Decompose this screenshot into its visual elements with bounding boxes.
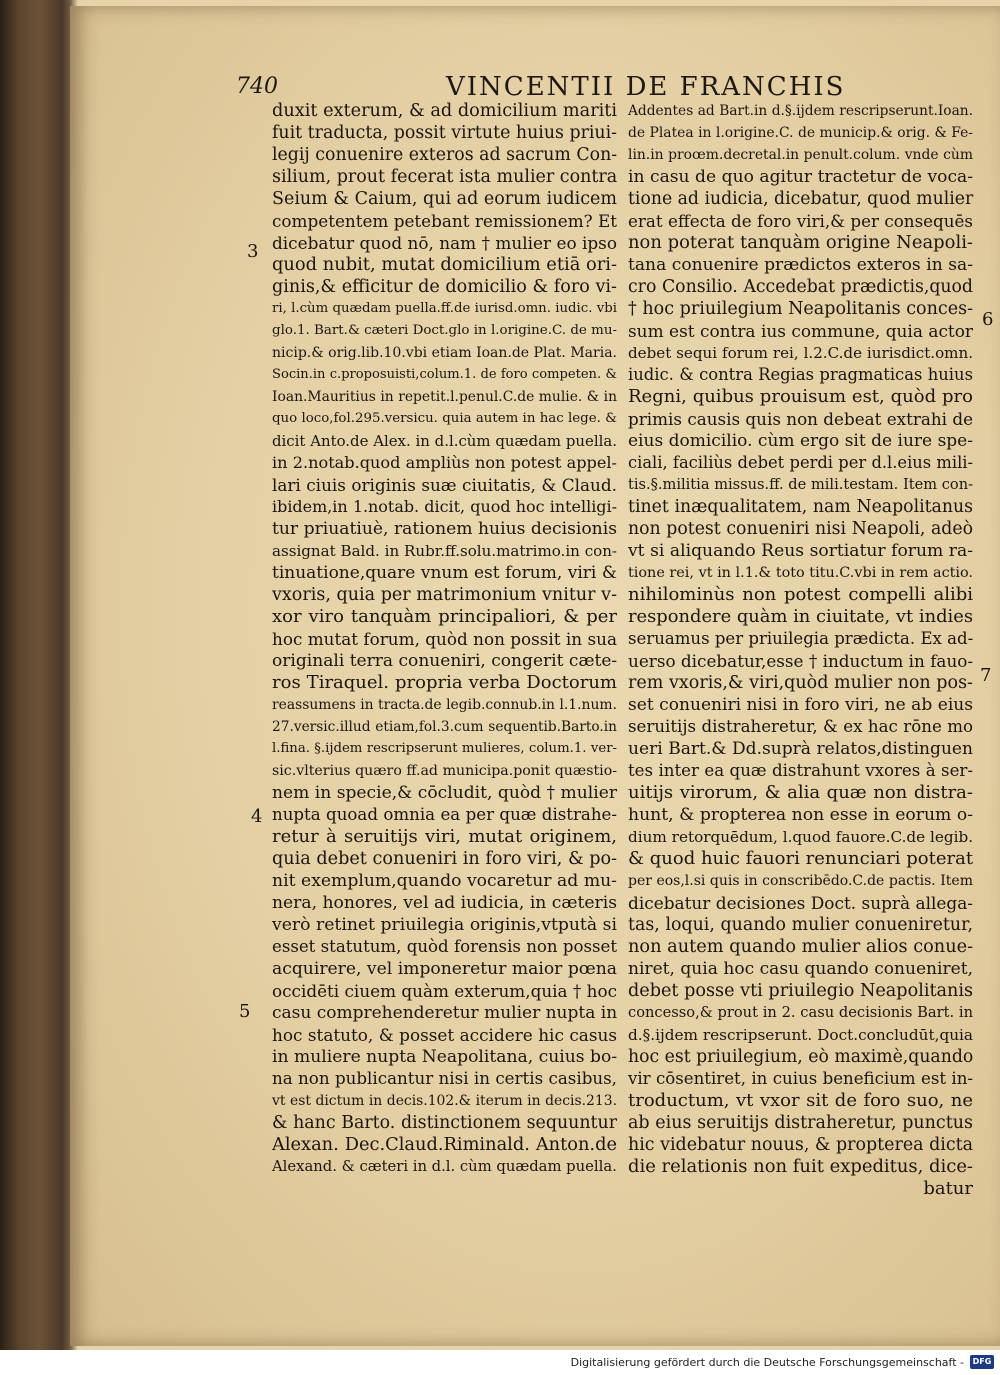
text-line: quod nubit, mutat domicilium etiā ori- <box>272 254 617 275</box>
text-line: hoc statuto, & posset accidere hic casus <box>272 1025 617 1045</box>
text-line: hoc est priuilegium, eò maximè,quando <box>628 1047 974 1067</box>
text-line: dium retorquēdum, l.quod fauore.C.de legib. <box>628 828 974 846</box>
text-line: uitijs virorum, & alia quæ non distra- <box>628 782 973 803</box>
text-line: acquirere, vel imponeretur maior pœna <box>272 959 617 979</box>
text-line: l.fina. §.ijdem rescripserunt mulieres, colum.1. ver- <box>272 741 617 756</box>
text-line: tana conuenire prædictos exteros in sa- <box>628 255 973 275</box>
text-line: verò retinet priuilegia originis,vtputà si <box>272 915 617 935</box>
text-line: tinuatione,quare vnum est forum, viri & <box>272 563 617 583</box>
text-line: lari ciuis originis suæ ciuitatis, & Claud. <box>272 475 617 495</box>
text-line: set conueniri nisi in foro viri, ne ab eius <box>628 695 973 715</box>
text-line: in muliere nupta Neapolitana, cuius bo- <box>272 1047 618 1067</box>
text-line: per eos,l.si quis in conscribēdo.C.de pactis. Item <box>628 873 973 889</box>
text-line: nit exemplum,quando vocaretur ad mu- <box>272 871 617 891</box>
text-line: non autem quando mulier alios conue- <box>628 937 974 957</box>
text-line: respondere quàm in ciuitate, vt indies <box>628 606 974 627</box>
text-line: nihilominùs non potest compelli alibi <box>628 584 973 605</box>
text-line: sic.vlterius quæro ff.ad municipa.ponit quæstio- <box>272 763 617 779</box>
text-line: tione rei, vt in l.1.& toto titu.C.vbi in rem actio. <box>628 565 973 581</box>
text-line: primis causis quis non debeat extrahi de <box>628 409 973 429</box>
text-line: hunt, & propterea non esse in eorum o- <box>628 805 973 825</box>
text-line: concesso,& prout in 2. casu decisionis Bart. in <box>628 1004 973 1021</box>
text-line: rem vxoris,& viri,quòd mulier non pos- <box>628 673 973 693</box>
text-line: legij conuenire exteros ad sacrum Con- <box>272 145 618 165</box>
text-line: assignat Bald. in Rubr.ff.solu.matrimo.in con- <box>272 542 617 560</box>
text-line: seruitijs distraheretur, & ex hac rōne mo <box>628 717 973 736</box>
right-text-column <box>628 100 973 1200</box>
margin-number: 5 <box>239 1001 251 1022</box>
text-line: in casu de quo agitur tractetur de voca- <box>628 167 973 187</box>
text-line: ueri Bart.& Dd.suprà relatos,distinguen <box>628 739 973 759</box>
text-line: glo.1. Bart.& cæteri Doct.glo in l.origine.C. de mu- <box>272 323 617 338</box>
text-line: dicebatur decisiones Doct. suprà allega- <box>628 893 973 913</box>
text-line: nem in specie,& cōcludit, quòd † mulier <box>272 783 617 803</box>
text-line: non poterat tanquàm origine Neapoli- <box>628 232 973 253</box>
text-line: vxoris, quia per matrimonium vnitur v- <box>272 585 617 605</box>
text-line: competentem petebant remissionem? Et <box>272 211 618 231</box>
text-line: & quod huic fauori renunciari poterat <box>628 848 974 869</box>
text-line: Regni, quibus prouisum est, quòd pro <box>628 386 973 407</box>
text-line: na non publicantur nisi in certis casibus, <box>272 1069 617 1088</box>
text-line: sum est contra ius commune, quia actor <box>628 321 973 341</box>
text-line: xor viro tanquàm principaliori, & per <box>272 606 617 627</box>
text-line: † hoc priuilegium Neapolitanis conces- <box>628 299 973 319</box>
text-line: vir cōsentiret, in cuius beneficium est in- <box>628 1069 973 1088</box>
margin-number: 3 <box>247 241 259 262</box>
text-line: duxit exterum, & ad domicilium mariti <box>272 101 618 121</box>
text-line: in 2.notab.quod ampliùs non potest appel- <box>272 453 617 472</box>
text-line: fuit traducta, possit virtute huius priui- <box>272 123 618 143</box>
text-line: troductum, vt vxor sit de foro suo, ne <box>628 1090 973 1111</box>
text-line: nera, honores, vel ad iudicia, in cæteris <box>272 893 617 913</box>
text-line: debet sequi forum rei, l.2.C.de iurisdict.omn. <box>628 344 973 362</box>
text-line: ciali, faciliùs debet perdi per d.l.eius mili- <box>628 453 973 472</box>
text-line: Socin.in c.proposuisti,colum.1. de foro competen. & <box>272 367 617 382</box>
text-line: seruamus per priuilegia prædicta. Ex ad- <box>628 629 974 648</box>
left-text-column <box>272 100 617 1178</box>
text-line: tur priuatiuè, rationem huius decisionis <box>272 519 617 539</box>
text-line: non potest conueniri nisi Neapoli, adeò <box>628 519 973 539</box>
text-line: originali terra conueniri, congerit cæte- <box>272 651 618 671</box>
text-line: retur à seruitijs viri, mutat originem, <box>272 826 617 847</box>
text-line: dicebatur quod nō, nam † mulier eo ipso <box>272 233 617 253</box>
text-line: ginis,& efficitur de domicilio & foro vi- <box>272 277 617 297</box>
text-line: quia debet conueniri in foro viri, & po- <box>272 849 618 869</box>
text-line: 27.versic.illud etiam,fol.3.cum sequentib.Barto.in <box>272 719 617 735</box>
text-line: hic videbatur nouus, & propterea dicta <box>628 1135 973 1155</box>
text-line: cro Consilio. Accedebat prædictis,quod <box>628 277 973 297</box>
text-line: & hanc Barto. distinctionem sequuntur <box>272 1113 617 1133</box>
margin-number: 4 <box>251 806 263 827</box>
text-line: iudic. & contra Regias pragmaticas huius <box>628 365 973 384</box>
text-line: Seium & Caium, qui ad eorum iudicem <box>272 189 617 209</box>
text-line: vt est dictum in decis.102.& iterum in decis.213. <box>272 1093 617 1109</box>
text-line: debet posse vti priuilegio Neapolitanis <box>628 981 974 1001</box>
text-line: Addentes ad Bart.in d.§.ijdem rescripserunt.Ioan. <box>628 103 973 119</box>
text-line: erat effecta de foro viri,& per consequēs <box>628 211 973 231</box>
dfg-logo-icon: DFG <box>970 1355 994 1369</box>
text-line: ros Tiraquel. propria verba Doctorum <box>272 672 617 693</box>
text-line: hoc mutat forum, quòd non possit in sua <box>272 629 617 649</box>
text-line: occidēti ciuem quàm exterum,quia † hoc <box>272 981 618 1001</box>
text-line: casu comprehenderetur mulier nupta in <box>272 1003 618 1023</box>
text-line: d.§.ijdem rescripserunt. Doct.concludūt,quia <box>628 1026 973 1044</box>
text-line: uerso dicebatur,esse † inductum in fauo- <box>628 651 974 671</box>
margin-number: 6 <box>982 309 994 330</box>
text-line: eius domicilio. cùm ergo sit de iure spe- <box>628 431 973 451</box>
text-line: ab eius seruitijs distraheretur, punctus <box>628 1113 973 1133</box>
page-number: 740 <box>236 74 278 99</box>
text-line: tas, loqui, quando mulier conueniretur, <box>628 915 973 935</box>
text-line: tis.§.militia missus.ff. de mili.testam. Item con- <box>628 476 973 493</box>
running-title: VINCENTII DE FRANCHIS <box>446 72 846 102</box>
text-line: batur <box>923 1178 973 1199</box>
text-line: dicit Anto.de Alex. in d.l.cùm quædam puella. <box>272 432 617 450</box>
text-line: Alexan. Dec.Claud.Riminald. Anton.de <box>272 1134 617 1155</box>
text-line: nicip.& orig.lib.10.vbi etiam Ioan.de Plat. Maria. <box>272 345 617 361</box>
text-line: Ioan.Mauritius in repetit.l.penul.C.de mulie. & in <box>272 389 617 405</box>
text-line: die relationis non fuit expeditus, dice- <box>628 1156 973 1177</box>
text-line: Alexand. & cæteri in d.l. cùm quædam puella. <box>272 1158 617 1175</box>
text-line: esset statutum, quòd forensis non posset <box>272 937 617 956</box>
text-line: tione ad iudicia, dicebatur, quod mulier <box>628 189 974 209</box>
text-line: niret, quia hoc casu quando conueniret, <box>628 959 973 979</box>
margin-number: 7 <box>980 665 992 686</box>
text-line: ibidem,in 1.notab. dicit, quod hoc intelligi- <box>272 497 617 516</box>
footer-credit: Digitalisierung gefördert durch die Deutsche Forschungsgemeinschaft - <box>570 1356 964 1369</box>
text-line: vt si aliquando Reus sortiatur forum ra- <box>628 541 973 561</box>
text-line: tinet inæqualitatem, nam Neapolitanus <box>628 497 973 517</box>
text-line: de Platea in l.origine.C. de municip.& orig. & Fe- <box>628 125 973 141</box>
text-line: lin.in proœm.decretal.in penult.colum. vnde cùm <box>628 147 973 163</box>
text-line: tes inter ea quæ distrahunt vxores à ser- <box>628 761 973 780</box>
text-line: nupta quoad omnia ea per quæ distrahe- <box>272 805 617 824</box>
text-line: quo loco,fol.295.versicu. quia autem in hac lege. & <box>272 411 617 426</box>
text-line: reassumens in tracta.de legib.connub.in l.1.num. <box>272 697 617 713</box>
text-line: silium, prout fecerat ista mulier contra <box>272 167 618 187</box>
footer-strip <box>0 1350 1000 1375</box>
text-line: ri, l.cùm quædam puella.ff.de iurisd.omn. iudic. vbi <box>272 301 617 316</box>
